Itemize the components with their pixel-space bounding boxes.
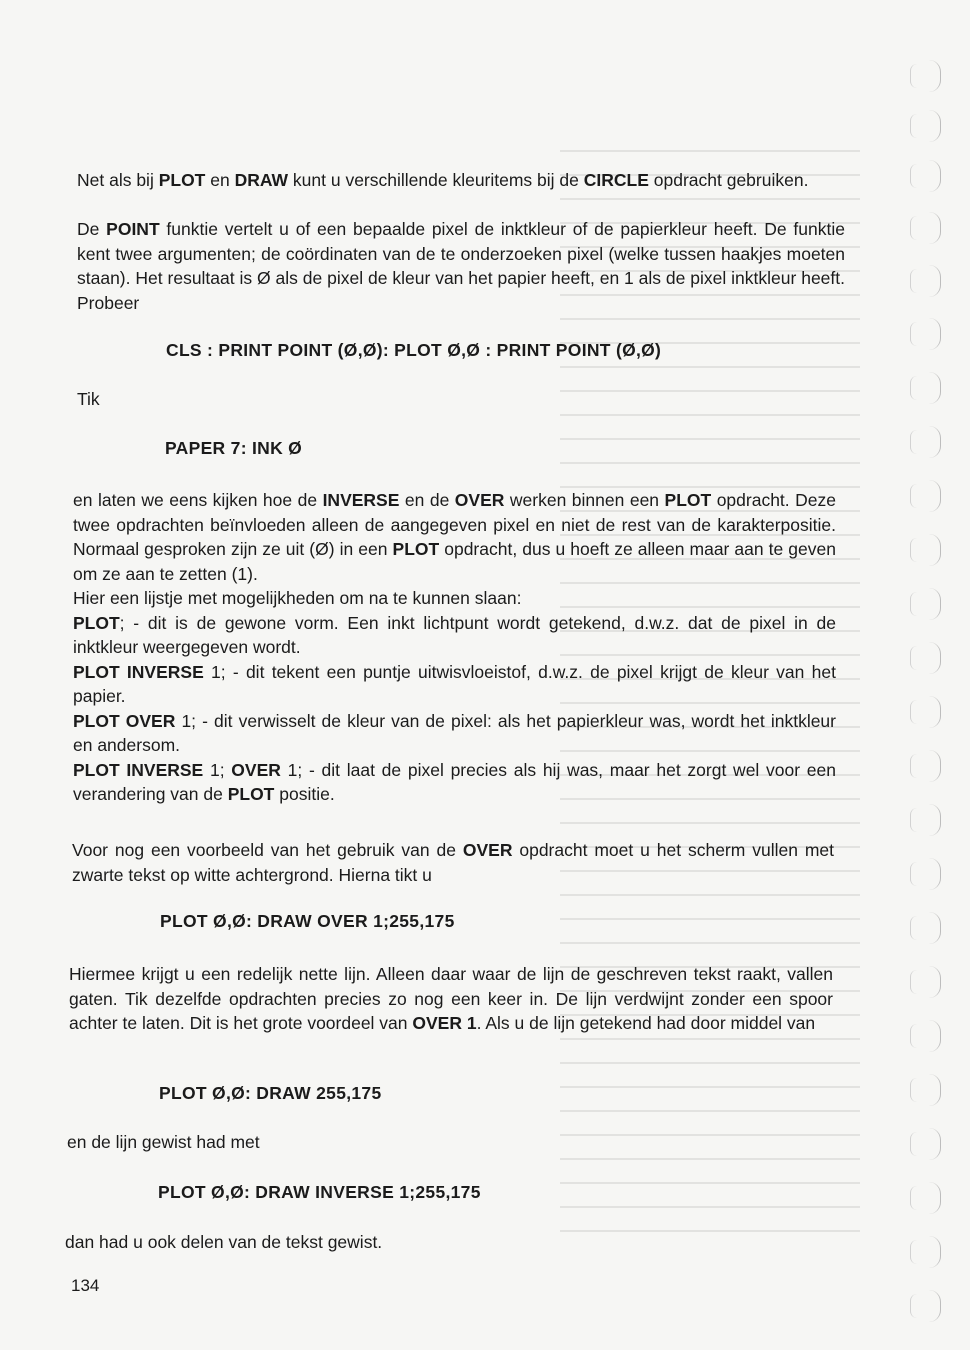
binder-hole bbox=[918, 750, 941, 782]
command-line-1: CLS : PRINT POINT (Ø,Ø): PLOT Ø,Ø : PRINT POINT (Ø,Ø) bbox=[166, 340, 662, 360]
paragraph-circle-intro: Net als bij PLOT en DRAW kunt u verschillende kleuritems bij de CIRCLE opdracht gebruiken. bbox=[77, 170, 809, 190]
binder-hole bbox=[918, 642, 941, 674]
paragraph-tekst-gewist: dan had u ook delen van de tekst gewist. bbox=[65, 1232, 383, 1252]
paragraph-inverse-over: en laten we eens kijken hoe de INVERSE en de OVER werken binnen een PLOT opdracht. Deze twee opdrachten beïnvloeden alleen de aangegeven pixel en niet de rest van de karakterpositie. Normaal gesproken zijn ze uit (Ø) in een PLOT opdracht, dus u hoeft ze alleen maar aan te geven om ze aan te zetten (1). Hier een lijstje met mogelijkheden om na te kunnen slaan: PLOT; - dit is de gewone vorm. Een inkt lichtpunt wordt getekend, d.w.z. dat de pixel in de inktkleur weergegeven wordt. PLOT INVERSE 1; - dit tekent een puntje uitwisvloeistof, d.w.z. de pixel krijgt de kleur van het papier. PLOT OVER 1; - dit verwisselt de kleur van de pixel: als het papierkleur was, wordt het inktkleur en andersom. PLOT INVERSE 1; OVER 1; - dit laat de pixel precies als hij was, maar het zorgt wel voor een verandering van de PLOT positie. bbox=[73, 490, 837, 804]
binder-holes bbox=[908, 40, 958, 1340]
binder-hole bbox=[918, 588, 941, 620]
binder-hole bbox=[918, 426, 941, 458]
p5-bold: OVER bbox=[462, 840, 513, 860]
paragraph-over-example bbox=[72, 838, 834, 887]
command-line-2: PAPER 7: INK Ø bbox=[165, 438, 303, 458]
binder-hole bbox=[918, 480, 941, 512]
binder-hole bbox=[918, 265, 941, 297]
paragraph-point-function: De POINT funktie vertelt u of een bepaalde pixel de inktkleur of de papierkleur heeft. De funktie kent twee argumenten; de coördinaten van de te onderzoeken pixel (welke tussen haakjes moeten staan). Het resultaat is Ø als de pixel de kleur van het papier heeft, en 1 als de pixel inktkleur heeft. Probeer bbox=[77, 219, 845, 313]
binder-hole bbox=[918, 212, 941, 244]
binder-hole bbox=[918, 1290, 941, 1322]
binder-hole bbox=[918, 160, 941, 192]
binder-hole bbox=[918, 966, 941, 998]
paragraph-nette-lijn: Hiermee krijgt u een redelijk nette lijn. Alleen daar waar de lijn de geschreven tekst raakt, vallen gaten. Tik dezelfde opdrachten precies zo nog een keer in. De lijn verdwijnt zonder een spoor achter te laten. Dit is het grote voordeel van OVER 1. Als u de lijn getekend had door middel van bbox=[69, 964, 833, 1033]
binder-hole bbox=[918, 1074, 941, 1106]
binder-hole bbox=[918, 1128, 941, 1160]
binder-hole bbox=[918, 1182, 941, 1214]
command-line-4: PLOT Ø,Ø: DRAW 255,175 bbox=[159, 1083, 382, 1103]
binder-hole bbox=[918, 372, 941, 404]
paragraph-tik: Tik bbox=[77, 389, 100, 409]
binder-hole bbox=[918, 804, 941, 836]
binder-hole bbox=[918, 110, 941, 142]
paragraph-lijn-gewist: en de lijn gewist had met bbox=[67, 1132, 260, 1152]
binder-hole bbox=[918, 60, 941, 92]
binder-hole bbox=[918, 1020, 941, 1052]
binder-hole bbox=[918, 858, 941, 890]
p5-after: opdracht moet u het scherm vullen met zwarte tekst op witte achtergrond. Hierna tikt u bbox=[72, 840, 835, 885]
binder-hole bbox=[918, 318, 941, 350]
command-line-3: PLOT Ø,Ø: DRAW OVER 1;255,175 bbox=[160, 911, 455, 931]
binder-hole bbox=[918, 534, 941, 566]
page-number: 134 bbox=[71, 1276, 100, 1295]
binder-hole bbox=[918, 912, 941, 944]
command-line-5: PLOT Ø,Ø: DRAW INVERSE 1;255,175 bbox=[158, 1182, 481, 1202]
binder-hole bbox=[918, 1236, 941, 1268]
p5-before: Voor nog een voorbeeld van het gebruik van de bbox=[72, 840, 463, 860]
binder-hole bbox=[918, 696, 941, 728]
